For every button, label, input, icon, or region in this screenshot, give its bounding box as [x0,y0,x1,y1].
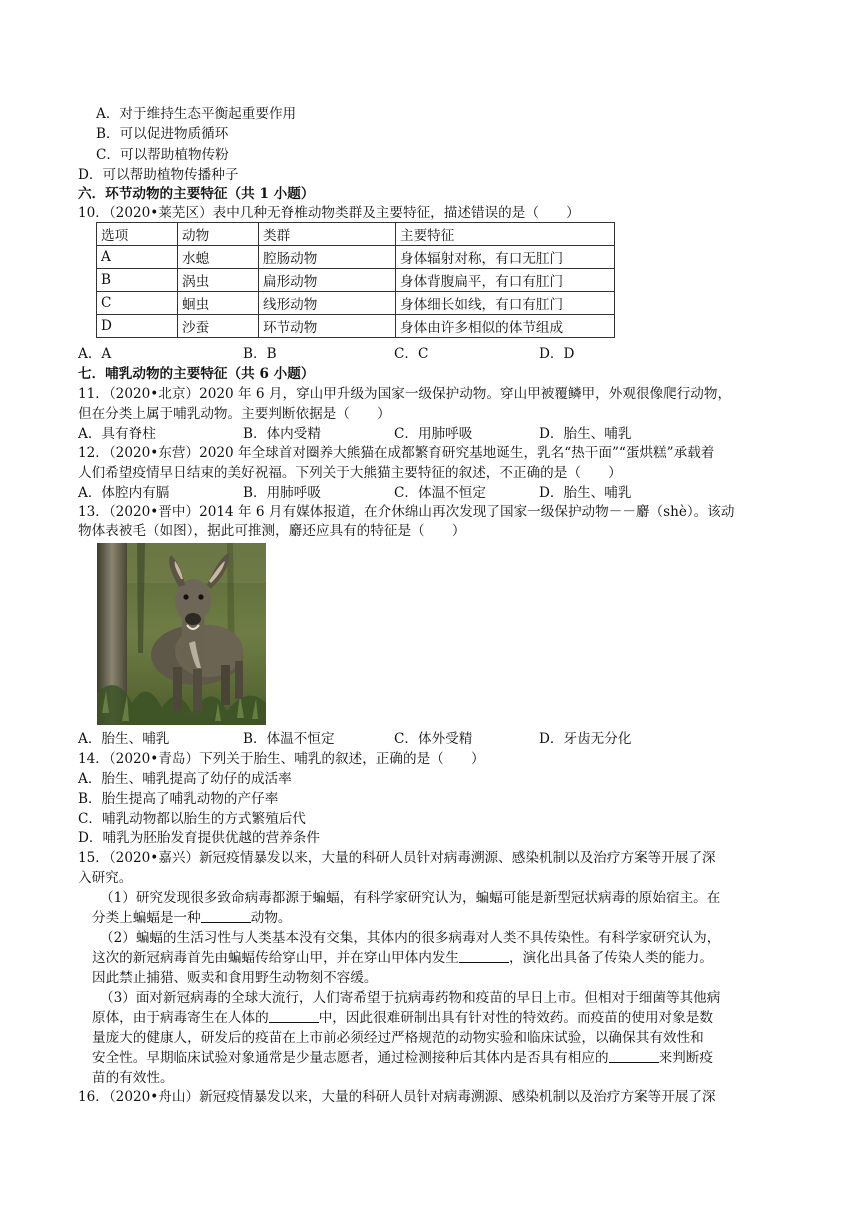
table-header: 主要特征 [396,223,615,246]
q13-option-d: D．牙齿无分化 [539,731,632,747]
section-heading-6: 六．环节动物的主要特征（共 1 小题） [78,186,315,202]
table-cell: C [97,292,178,315]
q15-part2-text-a: 这次的新冠病毒首先由蝙蝠传给穿山甲，并在穿山甲体内发生 [92,950,460,966]
answer-blank-2[interactable] [459,948,509,963]
q15-part3-line3: 量庞大的健康人，研发后的疫苗在上市前必须经过严格规范的动物实验和临床试验，以确保其有效性和 [92,1030,704,1046]
q12-option-c: C．体温不恒定 [394,485,486,501]
table-header: 动物 [178,223,259,246]
q10-option-d: D．D [539,346,575,362]
musk-deer-photo [97,543,266,725]
table-cell: D [97,315,178,338]
question-13-line2: 物体表被毛（如图），据此可推测，麝还应具有的特征是（ ） [78,523,466,539]
option-d: D．可以帮助植物传播种子 [78,167,239,183]
table-cell: 身体辐射对称，有口无肛门 [396,246,615,269]
answer-blank-1[interactable] [201,908,251,923]
q12-option-d: D．胎生、哺乳 [539,485,632,501]
q15-part3-line1: （3）面对新冠病毒的全球大流行，人们寄希望于抗病毒药物和疫苗的早日上市。但相对于细菌等其他病 [100,990,721,1006]
table-cell: 环节动物 [259,315,396,338]
table-header: 类群 [259,223,396,246]
q10-option-c: C．C [394,346,429,362]
question-10: 10．（2020•莱芜区）表中几种无脊椎动物类群及主要特征，描述错误的是（ ） [78,205,580,221]
q10-option-a: A．A [78,346,112,362]
table-cell: 身体背腹扁平，有口有肛门 [396,269,615,292]
q10-option-b: B．B [243,346,277,362]
q15-part2-text-b: ，演化出具备了传染人类的能力。 [509,950,713,966]
q13-option-c: C．体外受精 [394,731,473,747]
table-header-row [97,223,615,246]
q15-part2-line2 [92,948,713,968]
q11-option-a: A．具有脊柱 [78,426,156,442]
q14-option-d: D．哺乳为胚胎发育提供优越的营养条件 [78,830,320,846]
q14-option-c: C．哺乳动物都以胎生的方式繁殖后代 [78,811,306,827]
q11-option-b: B．体内受精 [243,426,321,442]
table-cell: 沙蚕 [178,315,259,338]
question-15-line2: 入研究。 [78,870,133,886]
table-cell: 线形动物 [259,292,396,315]
question-16-line1: 16．（2020•舟山）新冠疫情暴发以来，大量的科研人员针对病毒溯源、感染机制以及治疗方案等开展了深 [78,1089,716,1105]
q13-option-a: A．胎生、哺乳 [78,731,170,747]
musk-deer-illustration [97,543,266,725]
table-row [97,292,615,315]
q11-option-c: C．用肺呼吸 [394,426,473,442]
table-header: 选项 [97,223,178,246]
question-11-line1: 11．（2020•北京）2020 年 6 月，穿山甲升级为国家一级保护动物。穿山甲被覆鳞甲，外观很像爬行动物， [78,386,732,402]
q15-part3-line2 [92,1008,713,1028]
table-cell: A [97,246,178,269]
classification-table [96,222,615,338]
q15-part1-text-a: 分类上蝙蝠是一种 [92,910,201,926]
q12-option-a: A．体腔内有膈 [78,485,170,501]
question-12-line1: 12．（2020•东营）2020 年全球首对圈养大熊猫在成都繁育研究基地诞生，乳名“热干面”“蛋烘糕”承载着 [78,445,715,461]
q14-option-b: B．胎生提高了哺乳动物的产仔率 [78,791,279,807]
q15-part3-line4 [92,1048,713,1068]
q15-part1-text-b: 动物。 [250,910,292,926]
q11-option-d: D．胎生、哺乳 [539,426,632,442]
q14-option-a: A．胎生、哺乳提高了幼仔的成活率 [78,771,292,787]
q12-option-b: B．用肺呼吸 [243,485,321,501]
table-cell: 蛔虫 [178,292,259,315]
q15-part3-text-b: 中，因此很难研制出具有针对性的特效药。而疫苗的使用对象是数 [318,1010,713,1026]
table-row [97,315,615,338]
q15-part3-text-d: 来判断疫 [658,1050,713,1066]
table-cell: 身体细长如线，有口有肛门 [396,292,615,315]
table-cell: 水螅 [178,246,259,269]
table-cell: B [97,269,178,292]
q15-part1-line2 [92,908,292,928]
question-14: 14．（2020•青岛）下列关于胎生、哺乳的叙述，正确的是（ ） [78,751,485,767]
answer-blank-4[interactable] [609,1048,659,1063]
q15-part3-text-a: 原体，由于病毒寄生在人体的 [92,1010,269,1026]
section-heading-7: 七．哺乳动物的主要特征（共 6 小题） [78,366,315,382]
q15-part3-text-c: 安全性。早期临床试验对象通常是少量志愿者，通过检测接种后其体内是否具有相应的 [92,1050,609,1066]
table-cell: 扁形动物 [259,269,396,292]
option-a: A．对于维持生态平衡起重要作用 [96,106,297,122]
question-12-line2: 人们希望疫情早日结束的美好祝福。下列关于大熊猫主要特征的叙述，不正确的是（ ） [78,465,622,481]
table-cell: 身体由许多相似的体节组成 [396,315,615,338]
option-b: B．可以促进物质循环 [96,126,229,142]
answer-blank-3[interactable] [269,1008,319,1023]
table-cell: 腔肠动物 [259,246,396,269]
option-c: C．可以帮助植物传粉 [96,147,229,163]
table-row [97,246,615,269]
question-11-line2: 但在分类上属于哺乳动物。主要判断依据是（ ） [78,406,391,422]
q15-part3-line5: 苗的有效性。 [92,1070,174,1086]
question-13-line1: 13．（2020•晋中）2014 年 6 月有媒体报道，在介休绵山再次发现了国家一级保护动物－－麝（shè）。该动 [78,504,735,520]
q15-part2-line1: （2）蝙蝠的生活习性与人类基本没有交集，其体内的很多病毒对人类不具传染性。有科学家研究认为， [100,930,721,946]
table-row [97,269,615,292]
table-cell: 涡虫 [178,269,259,292]
question-15-line1: 15．（2020•嘉兴）新冠疫情暴发以来，大量的科研人员针对病毒溯源、感染机制以及治疗方案等开展了深 [78,850,716,866]
q15-part2-line3: 因此禁止捕猎、贩卖和食用野生动物刻不容缓。 [92,970,378,986]
q15-part1-line1: （1）研究发现很多致命病毒都源于蝙蝠，有科学家研究认为，蝙蝠可能是新型冠状病毒的原始宿主。在 [100,890,721,906]
q13-option-b: B．体温不恒定 [243,731,335,747]
